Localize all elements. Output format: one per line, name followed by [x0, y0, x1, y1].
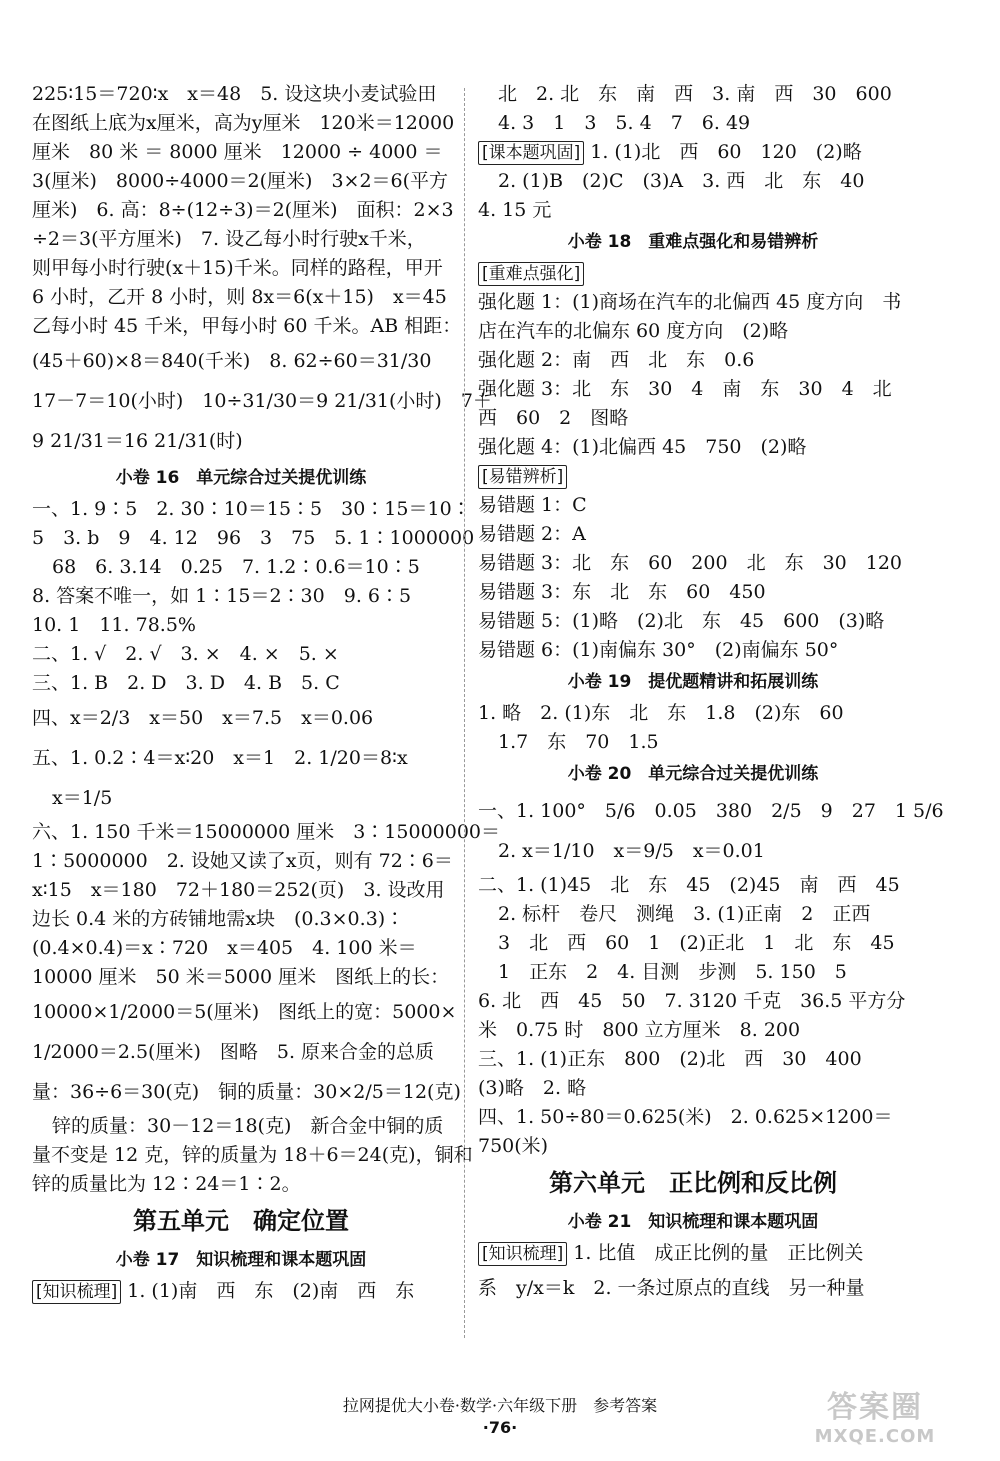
answer-line — [478, 259, 908, 288]
unit-heading — [32, 1199, 450, 1243]
line-text: 易错题 6：(1)南偏东 30° (2)南偏东 50° — [478, 639, 839, 661]
line-text: 9 21/31＝16 21/31(时) — [32, 430, 243, 452]
line-text: 三、1. (1)正东 800 (2)北 西 30 400 — [478, 1048, 862, 1070]
answer-line — [32, 254, 450, 283]
line-text: 68 6. 3.14 0.25 7. 1.2∶0.6＝10∶5 — [52, 556, 420, 578]
line-text: 边长 0.4 米的方砖铺地需x块 (0.3×0.3)∶ — [32, 908, 405, 930]
answer-line — [32, 80, 450, 109]
category-tag: [课本题巩固] — [478, 141, 584, 165]
answer-line — [32, 381, 492, 421]
line-text: 3 北 西 60 1 (2)正北 1 北 东 45 — [498, 932, 895, 954]
answer-line — [32, 905, 450, 934]
line-text: 小卷 21 知识梳理和课本题巩固 — [567, 1212, 819, 1232]
answer-line — [478, 433, 908, 462]
answer-line — [32, 992, 457, 1032]
answer-line — [478, 167, 908, 196]
line-text: 易错题 5：(1)略 (2)北 东 45 600 (3)略 — [478, 610, 885, 632]
line-text: 6. 北 西 45 50 7. 3120 千克 36.5 平方分 — [478, 990, 906, 1012]
answer-line — [32, 341, 450, 381]
watermark-logo-text: 答案圈 — [827, 1390, 923, 1425]
line-text: 5 3. b 9 4. 12 96 3 75 5. 1∶1000000 — [32, 527, 475, 549]
answer-line — [478, 404, 908, 433]
line-text: 二、1. (1)45 北 东 45 (2)45 南 西 45 — [478, 874, 900, 896]
line-text: 3(厘米) 8000÷4000＝2(厘米) 3×2＝6(平方 — [32, 170, 449, 192]
answer-line — [478, 871, 908, 900]
line-text: 锌的质量比为 12∶24＝1∶2。 — [32, 1173, 301, 1195]
line-text: 强化题 2：南 西 北 东 0.6 — [478, 349, 755, 371]
line-text: 锌的质量：30－12＝18(克) 新合金中铜的质 — [52, 1115, 444, 1137]
left-column — [32, 80, 501, 1306]
line-text: 易错题 3：东 北 东 60 450 — [478, 581, 766, 603]
line-text: (45＋60)×8＝840(千米) 8. 62÷60＝31/30 — [32, 350, 432, 372]
line-text: (0.4×0.4)＝x∶720 x＝405 4. 100 米＝ — [32, 937, 417, 959]
answer-line — [32, 1112, 450, 1141]
line-text: 一、1. 9∶5 2. 30∶10＝15∶5 30∶15＝10∶ — [32, 498, 471, 520]
answer-line — [32, 611, 450, 640]
line-text: 第六单元 正比例和反比例 — [549, 1169, 837, 1197]
category-tag: [知识梳理] — [478, 1242, 567, 1266]
answer-line — [478, 109, 908, 138]
line-text: 2. x＝1/10 x＝9/5 x＝0.01 — [498, 840, 765, 862]
line-text: 10000×1/2000＝5(厘米) 图纸上的宽：5000× — [32, 1001, 457, 1023]
column-divider — [464, 88, 465, 1338]
line-text: x＝1/5 — [52, 787, 113, 809]
answer-line — [478, 462, 908, 491]
answer-line — [32, 524, 475, 553]
line-text: 小卷 20 单元综合过关提优训练 — [567, 764, 819, 784]
answer-line — [478, 549, 908, 578]
line-text: 四、1. 50÷80＝0.625(米) 2. 0.625×1200＝ — [478, 1106, 893, 1128]
line-text: 1∶5000000 2. 设她又读了x页，则有 72∶6＝ — [32, 850, 453, 872]
right-column — [478, 80, 944, 1308]
answer-line — [478, 636, 908, 665]
answer-line — [32, 225, 450, 254]
footer-title: 拉网提优大小卷·数学·六年级下册 参考答案 — [342, 1396, 658, 1415]
answer-line — [478, 1103, 908, 1132]
line-text: 1 正东 2 4. 目测 步测 5. 150 5 — [498, 961, 847, 983]
line-text: 厘米) 6. 高：8÷(12÷3)＝2(厘米) 面积：2×3 — [32, 199, 454, 221]
line-text: 10000 厘米 50 米＝5000 厘米 图纸上的长： — [32, 966, 450, 988]
line-text: 4. 15 元 — [478, 199, 552, 221]
line-text: 10. 1 11. 78.5% — [32, 614, 196, 636]
line-text: 易错题 1：C — [478, 494, 587, 516]
section-heading — [478, 665, 908, 699]
answer-line — [478, 958, 908, 987]
line-text: 强化题 3：北 东 30 4 南 东 30 4 北 — [478, 378, 892, 400]
answer-line — [478, 987, 908, 1016]
line-text: 6 小时，乙开 8 小时，则 8x＝6(x＋15) x＝45 — [32, 286, 447, 308]
answer-line — [478, 138, 908, 167]
answer-line — [478, 1268, 908, 1308]
answer-line — [478, 80, 908, 109]
category-tag: [易错辨析] — [478, 465, 567, 489]
answer-line — [478, 900, 908, 929]
line-text: 店在汽车的北偏东 60 度方向 (2)略 — [478, 320, 789, 342]
line-text: 量不变是 12 克，锌的质量为 18＋6＝24(克)，铜和 — [32, 1144, 473, 1166]
answer-line — [478, 1132, 908, 1161]
line-text: 1/2000＝2.5(厘米) 图略 5. 原来合金的总质 — [32, 1041, 435, 1063]
section-heading — [32, 461, 450, 495]
line-text: 小卷 19 提优题精讲和拓展训练 — [567, 672, 819, 692]
line-text: 小卷 17 知识梳理和课本题巩固 — [115, 1250, 367, 1270]
line-text: 2. 标杆 卷尺 测绳 3. (1)正南 2 正西 — [498, 903, 871, 925]
answer-line — [32, 1170, 450, 1199]
answer-line — [478, 520, 908, 549]
answer-line — [32, 196, 454, 225]
answer-line — [32, 778, 450, 818]
line-text: 厘米 80 米 ＝ 8000 厘米 12000 ÷ 4000 ＝ — [32, 141, 443, 163]
line-text: 1. 比值 成正比例的量 正比例关 — [573, 1242, 864, 1264]
line-text: 易错题 3：北 东 60 200 北 东 30 120 — [478, 552, 903, 574]
line-text: 1. (1)南 西 东 (2)南 西 东 — [127, 1280, 415, 1302]
line-text: 强化题 1：(1)商场在汽车的北偏西 45 度方向 书 — [478, 291, 902, 313]
line-text: 三、1. B 2. D 3. D 4. B 5. C — [32, 672, 340, 694]
watermark-logo — [790, 1390, 960, 1454]
watermark-site-text: MXQE.COM — [814, 1426, 936, 1447]
section-heading — [478, 225, 908, 259]
answer-line — [32, 738, 450, 778]
line-text: 量：36÷6＝30(克) 铜的质量：30×2/5＝12(克) — [32, 1081, 461, 1103]
answer-line — [32, 640, 450, 669]
answer-line — [32, 582, 450, 611]
line-text: 一、1. 100° 5/6 0.05 380 2/5 9 27 1 5/6 — [478, 800, 944, 822]
line-text: ÷2＝3(平方厘米) 7. 设乙每小时行驶x千米， — [32, 228, 426, 250]
page-number: ·76· — [482, 1418, 518, 1437]
line-text: 系 y/x＝k 2. 一条过原点的直线 另一种量 — [478, 1277, 865, 1299]
line-text: 8. 答案不唯一，如 1∶15＝2∶30 9. 6∶5 — [32, 585, 412, 607]
section-heading — [478, 1205, 908, 1239]
answer-line — [32, 553, 450, 582]
line-text: 强化题 4：(1)北偏西 45 750 (2)略 — [478, 436, 807, 458]
answer-line — [478, 1016, 908, 1045]
answer-line — [478, 699, 908, 728]
line-text: 第五单元 确定位置 — [133, 1207, 349, 1235]
answer-line — [478, 791, 944, 831]
line-text: 米 0.75 时 800 立方厘米 8. 200 — [478, 1019, 801, 1041]
answer-line — [32, 963, 450, 992]
line-text: 2. (1)B (2)C (3)A 3. 西 北 东 40 — [498, 170, 865, 192]
answer-line — [32, 138, 450, 167]
line-text: 750(米) — [478, 1135, 549, 1157]
answer-line — [32, 109, 455, 138]
answer-line — [32, 669, 450, 698]
line-text: 17－7＝10(小时) 10÷31/30＝9 21/31(小时) 7＋ — [32, 390, 492, 412]
section-heading — [32, 1243, 450, 1277]
section-heading — [478, 757, 908, 791]
line-text: 4. 3 1 3 5. 4 7 6. 49 — [498, 112, 751, 134]
line-text: 小卷 16 单元综合过关提优训练 — [115, 468, 367, 488]
answer-line — [478, 831, 908, 871]
line-text: 乙每小时 45 千米，甲每小时 60 千米。AB 相距： — [32, 315, 462, 337]
answer-line — [478, 1045, 908, 1074]
line-text: 二、1. √ 2. √ 3. × 4. × 5. × — [32, 643, 339, 665]
answer-line — [478, 1239, 908, 1268]
answer-line — [32, 1032, 450, 1072]
answer-line — [32, 876, 450, 905]
answer-line — [478, 196, 908, 225]
answer-line — [478, 375, 908, 404]
answer-line — [478, 317, 908, 346]
answer-line — [32, 847, 453, 876]
line-text: (3)略 2. 略 — [478, 1077, 587, 1099]
line-text: 则甲每小时行驶(x＋15)千米。同样的路程，甲开 — [32, 257, 443, 279]
line-text: 西 60 2 图略 — [478, 407, 629, 429]
line-text: 1. 略 2. (1)东 北 东 1.8 (2)东 60 — [478, 702, 844, 724]
line-text: 在图纸上底为x厘米，高为y厘米 120米＝12000 — [32, 112, 455, 134]
unit-heading — [478, 1161, 908, 1205]
line-text: 1. (1)北 西 60 120 (2)略 — [590, 141, 862, 163]
answer-line — [478, 288, 908, 317]
answer-line — [478, 607, 908, 636]
answer-line — [32, 167, 450, 196]
answer-line — [32, 495, 471, 524]
answer-line — [32, 283, 450, 312]
line-text: 四、x＝2/3 x＝50 x＝7.5 x＝0.06 — [32, 707, 374, 729]
line-text: 北 2. 北 东 南 西 3. 南 西 30 600 — [498, 83, 892, 105]
line-text: x∶15 x＝180 72＋180＝252(页) 3. 设改用 — [32, 879, 445, 901]
line-text: 225∶15＝720∶x x＝48 5. 设这块小麦试验田 — [32, 83, 437, 105]
line-text: 易错题 2：A — [478, 523, 586, 545]
answer-line — [32, 312, 462, 341]
category-tag: [重难点强化] — [478, 262, 584, 286]
line-text: 小卷 18 重难点强化和易错辨析 — [567, 232, 819, 252]
answer-line — [32, 421, 450, 461]
answer-line — [478, 1074, 908, 1103]
answer-line — [478, 578, 908, 607]
answer-line — [478, 346, 908, 375]
answer-line — [32, 818, 501, 847]
answer-line — [478, 491, 908, 520]
category-tag: [知识梳理] — [32, 1280, 121, 1304]
answer-line — [32, 1072, 461, 1112]
line-text: 1.7 东 70 1.5 — [498, 731, 659, 753]
answer-line — [32, 1277, 450, 1306]
answer-line — [478, 728, 908, 757]
answer-line — [478, 929, 908, 958]
line-text: 五、1. 0.2∶4＝x∶20 x＝1 2. 1/20＝8∶x — [32, 747, 408, 769]
answer-line — [32, 698, 450, 738]
answer-line — [32, 1141, 473, 1170]
line-text: 六、1. 150 千米＝15000000 厘米 3∶15000000＝ — [32, 821, 501, 843]
answer-line — [32, 934, 450, 963]
